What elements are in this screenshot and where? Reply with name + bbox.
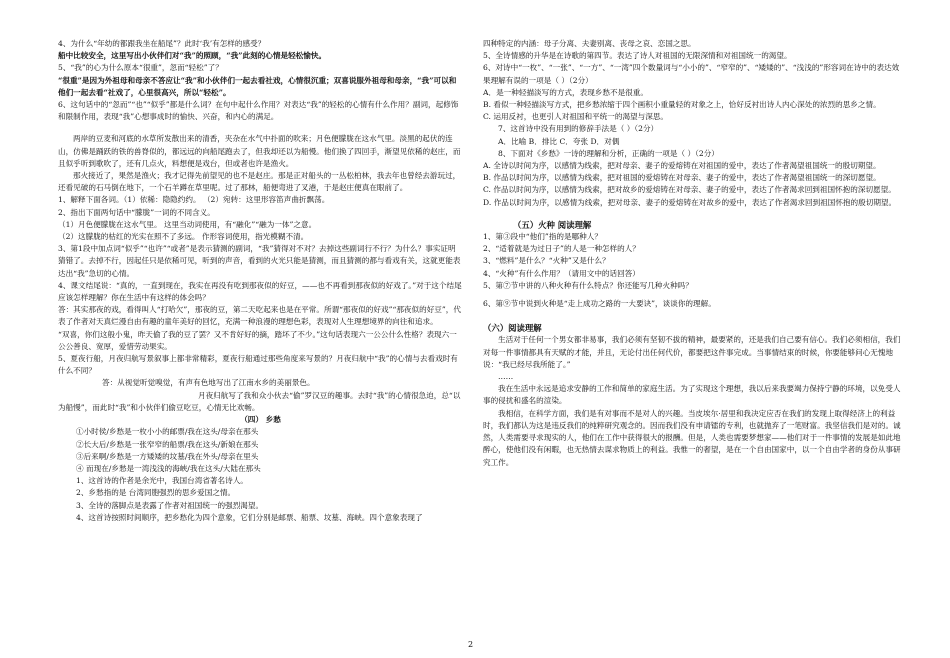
text-line: 7、这首诗中没有用到的修辞手法是（ ）（2分）	[498, 124, 659, 134]
text-line	[483, 209, 903, 219]
text-line: 答：其实那夜的戏，看得叫人“打哈欠”，那夜的豆，第二天吃起来也是在平常。所谓“那夜似的好戏”“那夜似的好豆”，代表了作者对天真烂漫自由有趣的童年美好的回忆，充满一种浪漫的理想色彩，表现对人生理想境界的向往和追求。	[58, 305, 461, 327]
text-line: B. 看似一种轻描淡写方式，把乡愁浓缩于四个画积小重量轻的对象之上，恰好反衬出诗人内心深处的浓烈的思乡之情。	[483, 100, 881, 110]
text-line: 月夜归航写了我和众小伙去“偷”罗汉豆的趣事。去时“我”的心情很急迫，总“以为船慢”，而此时“我”和小伙伴们偷豆吃豆，心情无比欢畅。	[58, 390, 461, 412]
text-line: （2）这朦胧的枯红的光实在照不了多远。 作形容词使用，指光模糊不清。	[58, 232, 309, 242]
text-line: 四种特定的内涵：母子分离、夫妻别离、丧母之哀、恋国之思。	[483, 39, 696, 48]
text-line	[58, 123, 463, 133]
text-line: （1）月色便朦胧在这水气里。 这里当动词使用，有“融化”“融为一体”之意。	[58, 219, 317, 229]
text-line: 答：从视觉听觉嗅觉，有声有色地写出了江南水乡的美丽景色。	[102, 378, 315, 388]
text-line: 4、这首诗按照时间顺序，把乡愁化为四个意象，它们分别是邮票、船票、坟墓、海峡。四个意象表现了	[76, 512, 423, 522]
text-line: ③后来啊/乡愁是一方矮矮的坟墓/我在外头/母亲在里头	[76, 451, 259, 461]
text-line: 4、“火种”有什么作用？（请用文中的话回答）	[483, 268, 640, 278]
text-line: A. 全诗以时间为序，以感情为线索，把对母亲、妻子的爱熔铸在对祖国的爱中，表达了作者渴望祖国统一的殷切期望。	[483, 161, 881, 171]
text-line	[483, 310, 903, 320]
text-line: （四） 乡愁	[240, 415, 281, 425]
text-line: 5、夏夜行船，月夜归航写景叙事上都非常精彩，夏夜行船通过那些角度来写景的？月夜归航中“我”的心情与去看戏时有什么不同？	[58, 354, 458, 376]
text-line: 6、第⑨节中说到火种是“走上成功之路的一大要诀”，谈谈你的理解。	[483, 299, 716, 309]
text-line: 2、指出下面两句话中“朦胧”一词的不同含义。	[58, 207, 215, 217]
text-line: 2、“适着就是为过日子”的人是一种怎样的人？	[483, 244, 640, 254]
text-line: 2、乡愁指的是 台湾同胞强烈的思乡爱国之情。	[76, 488, 236, 498]
text-line: 3、全诗的落脚点是表露了作者对祖国统一的强烈渴望。	[76, 500, 264, 510]
text-line: （五）火种 阅读理解	[513, 219, 592, 230]
text-line: 船中比较安全，这里写出小伙伴们对“我”的照顾，“我”此刻的心情是轻松愉快。	[58, 51, 327, 61]
text-line: D. 作品以时间为序，以感情为线索，把对母亲、妻子的爱熔铸在对故乡的爱中，表达了作者渴求回到祖国怀抱的殷切期望。	[483, 197, 897, 207]
text-line: 我相信，在科学方面，我们是有对事而不是对人的兴趣。当皮埃尔·居里和我决定应否在我们的发现上取得经济上的利益时，我们都认为这是违反我们的纯粹研究观念的。因而我们没有申请镭的专利，也就抛弃了一笔财富。我坚信我们是对的。诚然，人类需要寻求现实的人，他们在工作中获得很大的报酬。但是，人类也需要梦想家——他们对于一件事情的发展是如此地醉心，使他们没有闲暇，也无热情去谋求物质上的利益。我惟一的奢望，是在一个自由国家中，以一个自由学者的身份从事研究工作。	[483, 408, 901, 467]
text-line: 我在生活中永远是追求安静的工作和简单的家庭生活。为了实现这个理想，我以后来我要竭力保持宁静的环境，以免受人事的侵扰和盛名的渲染。	[483, 384, 901, 406]
text-line: 1、这首诗的作者是余光中，我国台湾省著名诗人。	[76, 476, 248, 486]
text-line: 8、下面对《乡愁》一诗的理解和分析，正确的一项是（ ）（2分）	[498, 148, 719, 158]
text-line: 3、第1段中加点词“似乎”“也许”“或者”是表示猜测的副词，“我”猜得对不对？去掉这些副词行不行？为什么？事实证明猜错了。去掉不行，因起任只是依稀可见，听到的声音，看到的火光只能是猜测，而且猜测的都与看戏有关，这就更能表达出“我”急切的心情。	[58, 244, 461, 278]
text-line: 5、“我”的心为什么原本“很重”，忽而“轻松”了？	[58, 63, 223, 73]
text-line: “双喜，你们这般小鬼，昨天偷了我的豆了罢？又不肯好好的摘，踏坏了不少。”这句话表现六一公公什么性格？表现六一公公善良、宽厚，爱惜劳动果实。	[58, 329, 457, 351]
text-line: 4、为什么“年幼的都跟我坐在船尾”？此时‘我’有怎样的感受？	[58, 39, 266, 48]
text-line: 那火接近了，果然是渔火；我才记得先前望见的也不是赵庄。那是正对船头的一丛松柏林，我去年也曾经去游玩过，还看见破的石马倒在地下，一个石羊蹲在草里呢。过了那林，船便弯进了叉港，于是赵庄便真在眼前了。	[58, 171, 461, 193]
text-line: B. 作品以时间为序，以感情为线索，把对祖国的爱熔铸在对母亲、妻子的爱中，表达了作者渴望祖国统一的深切愿望。	[483, 173, 881, 183]
text-line: 6、对诗中“一枚”、“一张”、“一方”、“一湾”四个数量词与“小小的”、“窄窄的”、“矮矮的”、“浅浅的”形容词在诗中的表达效果理解有误的一项是（ ）（2分）	[483, 63, 900, 85]
text-line: A．是一种轻描淡写的方式，表现乡愁不是很重。	[483, 87, 648, 97]
page-number: 2	[468, 640, 474, 649]
text-line: C. 运用反衬，也更引人对祖国和平统一的渴望与深思。	[483, 112, 669, 122]
text-line: （六）阅读理解	[483, 323, 542, 334]
text-line: 生活对于任何一个男女都非易事，我们必须有坚韧不拔的精神，最要紧的，还是我们自己要有信心。我们必须相信，我们对每一件事情都具有天赋的才能，并且，无论付出任何代价，都要把这件事完成。当事情结束的时候，你要能够问心无愧地说：“我已经尽我所能了。”	[483, 335, 901, 369]
text-line: 3、“燃料”是什么？“火种”又是什么？	[483, 256, 610, 266]
text-line: ②长大后/乡愁是一张窄窄的船票/我在这头/新娘在那头	[76, 439, 259, 449]
text-line: ①小时侯/乡愁是一枚小小的邮票/我在这头/母亲在那头	[76, 427, 259, 437]
right-column	[483, 38, 903, 469]
text-line: A．比喻 B．排比 C．夸张 D．对偶	[498, 136, 620, 146]
text-line: 1、解释下面各词。（1）依稀：隐隐约约。 （2）宛转：这里形容笛声曲折飘荡。	[58, 195, 330, 205]
text-line: 1、第③段中“他们”指的是哪种人？	[483, 232, 602, 242]
text-line: 5、全诗情感的升华是在诗歌的第四节。表达了诗人对祖国的无限深情和对祖国统一的渴望。	[483, 51, 792, 61]
left-column	[58, 38, 463, 524]
text-line: ……	[498, 372, 514, 382]
text-line: 6、这句话中的“忽而”“也”“似乎”都是什么词？在句中起什么作用？对表达“我”的轻松的心情有什么作用？副词，起修饰和限制作用，表现“我”心想事成时的愉快、兴奋，和内心的满足。	[58, 100, 459, 122]
text-line: 4、课文结尾说：“真的，一直到现在，我实在再没有吃到那夜似的好豆，——也不再看到那夜似的好戏了。”对于这个结尾应该怎样理解？你在生活中有这样的体会吗？	[58, 280, 462, 303]
text-line: ④ 而现在/乡愁是一湾浅浅的海峡/我在这头/大陆在那头	[76, 463, 261, 473]
text-line: C. 作品以时间为序，以感情为线索，把对故乡的爱熔铸在对母亲、妻子的爱中，表达了作者渴求回到祖国怀抱的深切愿望。	[483, 185, 896, 195]
text-line: 5、第⑦节中讲的八种火种有什么特点？你还能写几种火种吗？	[483, 280, 693, 290]
text-line: “很重”是因为外祖母和母亲不答应让“我”和小伙伴们一起去看社戏，心情很沉重；双喜说服外祖母和母亲，“我”可以和他们一起去看“社戏了，心里很高兴，所以“轻松”。	[58, 75, 457, 97]
text-line: 两岸的豆麦和河底的水草所发散出来的清香，夹杂在水气中扑面的吹来；月色便朦胧在这水气里。淡黑的起伏的连山，仿佛是踊跃的铁的兽脊似的，都远远的向船尾跑去了，但我却还以为船慢。他们换了四回手，渐望见依稀的赵庄，而且似乎听到歌吹了，还有几点火，料想便是戏台，但或者也许是渔火。	[58, 134, 461, 168]
